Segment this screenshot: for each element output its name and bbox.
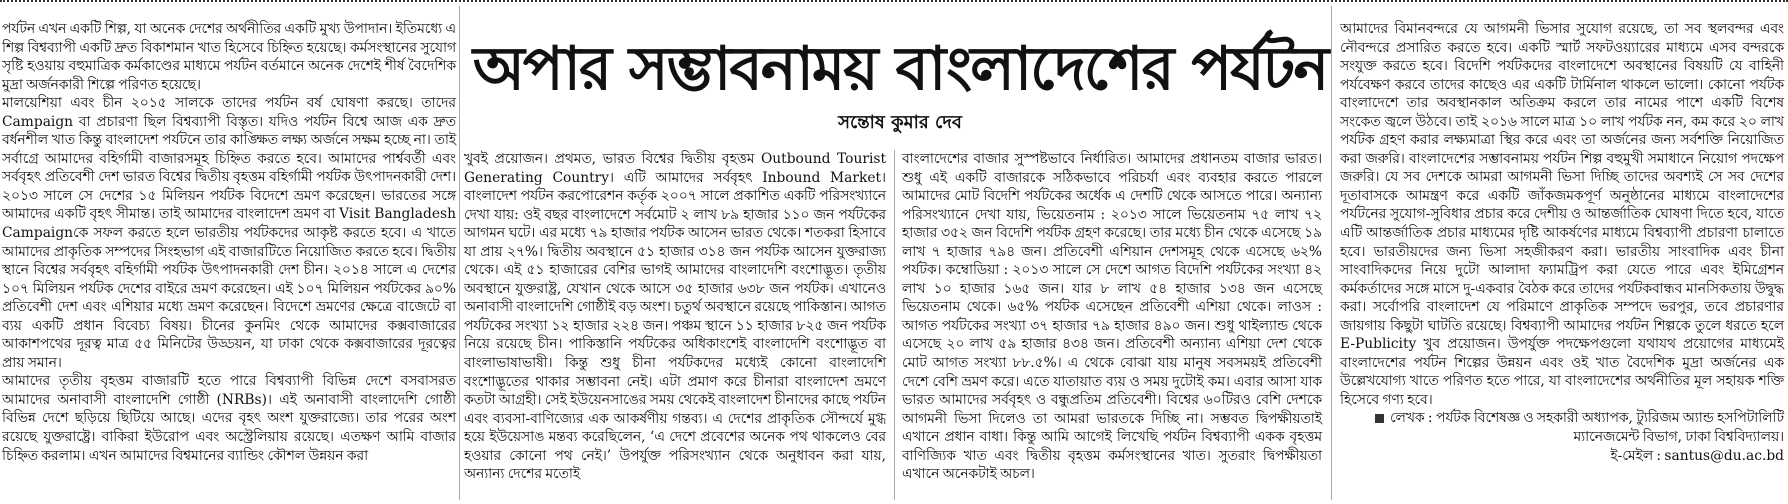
square-bullet-icon [1375, 414, 1384, 423]
paragraph: খুবই প্রয়োজন। প্রথমত, ভারত বিশ্বের দ্বিতীয় বৃহত্তম Outbound Tourist Generating Country। এটি আমাদের সর্ববৃহৎ Inbound Market। বাংলাদেশ পর্যটন করপোরেশন কর্তৃক ২০০৭ সালে প্রকাশিত একটি পরিসংখ্যানে দেখা যায়: ওই বছর বাংলাদেশে সর্বমোট ২ লাখ ৮৯ হাজার ১১০ জন পর্যটকের আগমন ঘটে। এর মধ্যে ৭৯ হাজার পর্যটক আসেন ভারত থেকে। শতকরা হিসাবে যা প্রায় ২৭%। দ্বিতীয় অবস্থানে ৫১ হাজার ৩১৪ জন পর্যটক আসেন যুক্তরাজ্য থেকে। এই ৫১ হাজারের বেশির ভাগই আমাদের বাংলাদেশি বংশোদ্ভূত। তৃতীয় অবস্থানে যুক্তরাষ্ট্র, যেখান থেকে আসে ৩৫ হাজার ৬৩৮ জন পর্যটক। এখানেও অনাবাসী বাংলাদেশি গোষ্ঠীই বড় অংশ। চতুর্থ অবস্থানে রয়েছে পাকিস্তান। আগত পর্যটকের সংখ্যা ১২ হাজার ২২৪ জন। পঞ্চম স্থানে ১১ হাজার ৮২৫ জন পর্যটক নিয়ে রয়েছে চীন। পাকিস্তানি পর্যটকের অধিকাংশেই বাংলাদেশি বংশোদ্ভূত বা বাংলাভাষাভাষী। কিন্তু শুধু চীনা পর্যটকদের মধ্যেই কোনো বাংলাদেশি বংশোদ্ভূতের থাকার সম্ভাবনা নেই। এটা প্রমাণ করে চীনারা বাংলাদেশ ভ্রমণে কতটা আগ্রহী। সেই ইউয়েনসাঙের সময় থেকেই বাংলাদেশ চীনাদের কাছে পর্যটন এবং ব্যবসা-বাণিজ্যের এক আকর্ষণীয় গন্তব্য। এ দেশের প্রাকৃতিক সৌন্দর্যে মুগ্ধ হয়ে ইউয়েসাঙ মন্তব্য করেছিলেন, ‘এ দেশে প্রবেশের অনেক পথ থাকলেও বের হওয়ার কোনো পথ নেই।’ উপর্যুক্ত পরিসংখ্যান থেকে অনুধাবন করা যায়, অন্যান্য দেশের মতোই [464, 151, 886, 483]
author-note [1340, 409, 1784, 446]
article-column-4 [1340, 20, 1784, 465]
paragraph: বাংলাদেশের বাজার সুস্পষ্টভাবে নির্ধারিত। আমাদের প্রধানতম বাজার ভারত। শুধু এই একটি বাজারকে সঠিকভাবে পরিচর্যা এবং ব্যবহার করতে পারলে আমাদের মোট বিদেশি পর্যটকের অর্ধেক এ দেশটি থেকে আসতে পারে। অন্যান্য পরিসংখ্যানে দেখা যায়, ভিয়েতনাম : ২০১৩ সালে ভিয়েতনাম ৭৫ লাখ ৭২ হাজার ৩৫২ জন বিদেশি পর্যটক গ্রহণ করেছে। তার মধ্যে চীন থেকে এসেছে ১৯ লাখ ৭ হাজার ৭৯৪ জন। প্রতিবেশী এশিয়ান দেশসমূহ থেকে এসেছে ৬২% পর্যটক। কম্বোডিয়া : ২০১৩ সালে সে দেশে আগত বিদেশি পর্যটকের সংখ্যা ৪২ লাখ ১০ হাজার ১৬৫ জন। যার ৮ লাখ ৫৪ হাজার ১৩৪ জন এসেছে ভিয়েতনাম থেকে। ৬৫% পর্যটক এসেছেন প্রতিবেশী এশিয়া থেকে। লাওস : আগত পর্যটকের সংখ্যা ৩৭ হাজার ৭৯ হাজার ৪৯০ জন। শুধু থাইল্যান্ড থেকে এসেছে ২০ লাখ ৫৯ হাজার ৪৩৪ জন। প্রতিবেশী অন্যান্য এশিয়া দেশ থেকে মোট আগত সংখ্যা ৮৮.৫%। এ থেকে বোঝা যায় মানুষ সবসময়ই প্রতিবেশী দেশে বেশি ভ্রমণ করে। এতে যাতায়াত ব্যয় ও সময় দুটোই কম। এবার আসা যাক ভারত আমাদের সর্ববৃহৎ ও বন্ধুপ্রতিম প্রতিবেশী। বিশ্বের ৬০টিরও বেশি দেশকে আগমনী ভিসা দিলেও তা আমরা ভারতকে দিচ্ছি না। সম্ভবত দ্বিপক্ষীয়তাই এখানে প্রধান বাধা। কিন্তু আমি আগেই লিখেছি পর্যটন বিশ্বব্যাপী একক বৃহত্তম বাণিজ্যিক খাত এবং দ্বিতীয় বৃহত্তম কর্মসংস্থানের খাত। সুতরাং দ্বিপক্ষীয়তা এখানে অনেকটাই অচল। [902, 151, 1323, 483]
article-column-2 [464, 150, 886, 484]
byline: সন্তোষ কুমার দেব [838, 112, 962, 133]
author-email: ই-মেইল : santus@du.ac.bd [1610, 447, 1784, 464]
paragraph: পর্যটন এখন একটি শিল্প, যা অনেক দেশের অর্থনীতির একটি মুখ্য উপাদান। ইতিমধ্যে এ শিল্প বিশ্বব্যাপী একটি দ্রুত বিকাশমান খাত হিসেবে চিহ্নিত হয়েছে। কর্মসংস্থানের সুযোগ সৃষ্টি হওয়ায় বহুমাত্রিক কর্মকাণ্ডের মাধ্যমে পর্যটন বর্তমানে অনেক দেশেই শীর্ষ বৈদেশিক মুদ্রা অর্জনকারী শিল্পে পরিণত হয়েছে। [2, 21, 456, 93]
column-divider [459, 6, 460, 500]
paragraph: আমাদের বিমানবন্দরে যে আগমনী ভিসার সুযোগ রয়েছে, তা সব স্থলবন্দর এবং নৌবন্দরে প্রসারিত করতে হবে। একটি স্মার্ট সফটওয়্যারের মাধ্যমে এসব বন্দরকে সংযুক্ত করতে হবে। বিদেশি পর্যটকদের বাংলাদেশে অবস্থানের বিষয়টি যে বাহিনী পর্যবেক্ষণ করবে তাদের কাছেও এর একটি টার্মিনাল থাকলে ভালো। কোনো পর্যটক বাংলাদেশে তার অবস্থানকাল অতিক্রম করলে তার নামের পাশে একটি বিশেষ সংকেত জ্বলে উঠবে। তাই ২০১৬ সালে মাত্র ১০ লাখ পর্যটক নন, কম করে ২০ লাখ পর্যটক গ্রহণ করার লক্ষ্যমাত্রা স্থির করে এবং তা অর্জনের জন্য সর্বশক্তি নিয়োজিত করা জরুরি। বাংলাদেশের সম্ভাবনাময় পর্যটন শিল্প বহুমুখী সমাধানে নিয়োগ পদক্ষেপ জরুরি। যে সব দেশকে আমরা আগমনী ভিসা দিচ্ছি তাদের অবশ্যই সে সব দেশের দূতাবাসকে আমন্ত্রণ করে একটি জাঁকজমকপূর্ণ অনুষ্ঠানের মাধ্যমে বাংলাদেশের পর্যটনের সুযোগ-সুবিধার প্রচার করে দেশীয় ও আন্তর্জাতিক ঘোষণা দিতে হবে, যাতে এটি আন্তর্জাতিক প্রচার মাধ্যমের দৃষ্টি আকর্ষণের মাধ্যমে বিশ্বব্যাপী প্রচারণা চালাতে হবে। ভারতীয়দের জন্য ভিসা সহজীকরণ করা। ভারতীয় সাংবাদিক এবং চীনা সাংবাদিকদের নিয়ে দুটো আলাদা ফ্যামট্রিপ করা যেতে পারে এবং ইমিগ্রেশন কর্মকর্তাদের সঙ্গে মাসে দু-একবার বৈঠক করে তাদের পর্যটকবান্ধব মানসিকতায় উদ্বুদ্ধ করা। সর্বোপরি বাংলাদেশ যে পরিমাণে প্রাকৃতিক সম্পদে ভরপুর, তবে প্রচারণার জায়গায় কিছুটা ঘাটতি রয়েছে। বিশ্বব্যাপী আমাদের পর্যটন শিল্পকে তুলে ধরতে হলে E-Publicity খুব প্রয়োজন। উপর্যুক্ত পদক্ষেপগুলো যথাযথ প্রয়োগের মাধ্যমেই বাংলাদেশের পর্যটন শিল্পের উন্নয়ন এবং ওই খাত বৈদেশিক মুদ্রা অর্জনের এক উল্লেখযোগ্য খাতে পরিণত হতে পারে, যা বাংলাদেশের অর্থনীতির মূল সহায়ক শক্তি হিসেবে গণ্য হবে। [1340, 21, 1784, 408]
headline: অপার সম্ভাবনাময় বাংলাদেশের পর্যটন [472, 34, 1328, 104]
paragraph: মালয়েশিয়া এবং চীন ২০১৫ সালকে তাদের পর্যটন বর্ষ ঘোষণা করছে। তাদের Campaign বা প্রচারণা ছিল বিশ্বব্যাপী বিস্তৃত। যদিও পর্যটন বিশ্বে আজ এক দ্রুত বর্ধনশীল খাত কিন্তু বাংলাদেশ পর্যটনে তার কাঙ্ক্ষিত লক্ষ্য অর্জনে সক্ষম হচ্ছে না। তাই সর্বাগ্রে আমাদের বহির্গামী বাজারসমূহ চিহ্নিত করতে হবে। আমাদের পার্শ্ববর্তী এবং সর্ববৃহৎ প্রতিবেশী দেশ ভারত বিশ্বের দ্বিতীয় বৃহত্তম বহির্গামী পর্যটক উৎপাদনকারী দেশ। ২০১৩ সালে সে দেশের ১৫ মিলিয়ন পর্যটক বিদেশে ভ্রমণ করেছেন। ভারতের সঙ্গে আমাদের একটি বৃহৎ সীমান্ত। তাই আমাদের বাংলাদেশ ভ্রমণ বা Visit Bangladesh Campaignকে সফল করতে হলে ভারতীয় পর্যটকদের আকৃষ্ট করতে হবে। এ খাতে আমাদের প্রাকৃতিক সম্পদের সিংহভাগ এই বাজারটিতে নিয়োজিত করতে হবে। দ্বিতীয় স্থানে বিশ্বের সর্ববৃহৎ বহির্গামী পর্যটক উৎপাদনকারী দেশ চীন। ২০১৪ সালে এ দেশের ১০৭ মিলিয়ন পর্যটক দেশের বাইরে ভ্রমণ করেছেন। এই ১০৭ মিলিয়ন পর্যটকের ৯০% প্রতিবেশী দেশ এবং এশিয়ার মধ্যে ভ্রমণ করেছেন। বিদেশে ভ্রমণের ক্ষেত্রে বাজেটে বা ব্যয় একটি প্রধান বিবেচ্য বিষয়। চীনের কুনমিং থেকে আমাদের কক্সবাজারের আকাশপথের দূরত্ব মাত্র ৫৫ মিনিটের উড্ডয়ন, যা ঢাকা থেকে কক্সবাজারের দূরত্বের প্রায় সমান। [2, 95, 456, 371]
column-divider [894, 150, 895, 500]
column-divider [1331, 6, 1332, 500]
article-column-3 [902, 150, 1322, 484]
author-note-text: লেখক : পর্যটক বিশেষজ্ঞ ও সহকারী অধ্যাপক, ট্যুরিজম অ্যান্ড হসপিটালিটি ম্যানেজমেন্ট বিভাগ, ঢাকা বিশ্ববিদ্যালয়। [1389, 410, 1784, 446]
article-column-1 [2, 20, 456, 465]
top-dotted-rule [0, 0, 1788, 2]
paragraph: আমাদের তৃতীয় বৃহত্তম বাজারটি হতে পারে বিশ্বব্যাপী বিভিন্ন দেশে বসবাসরত আমাদের অনাবাসী বাংলাদেশি গোষ্ঠী (NRBs)। এই অনাবাসী বাংলাদেশি গোষ্ঠী বিভিন্ন দেশে ছড়িয়ে ছিটিয়ে আছে। এদের বৃহৎ অংশ যুক্তরাজ্যে। তার পরের অংশ রয়েছে যুক্তরাষ্ট্রে। বাকিরা ইউরোপ এবং অস্ট্রেলিয়ায় রয়েছে। এতক্ষণ আমি বাজার চিহ্নিত করলাম। এখন আমাদের বিশ্বমানের ব্যান্ডিং কৌশল উন্নয়ন করা [2, 373, 456, 464]
